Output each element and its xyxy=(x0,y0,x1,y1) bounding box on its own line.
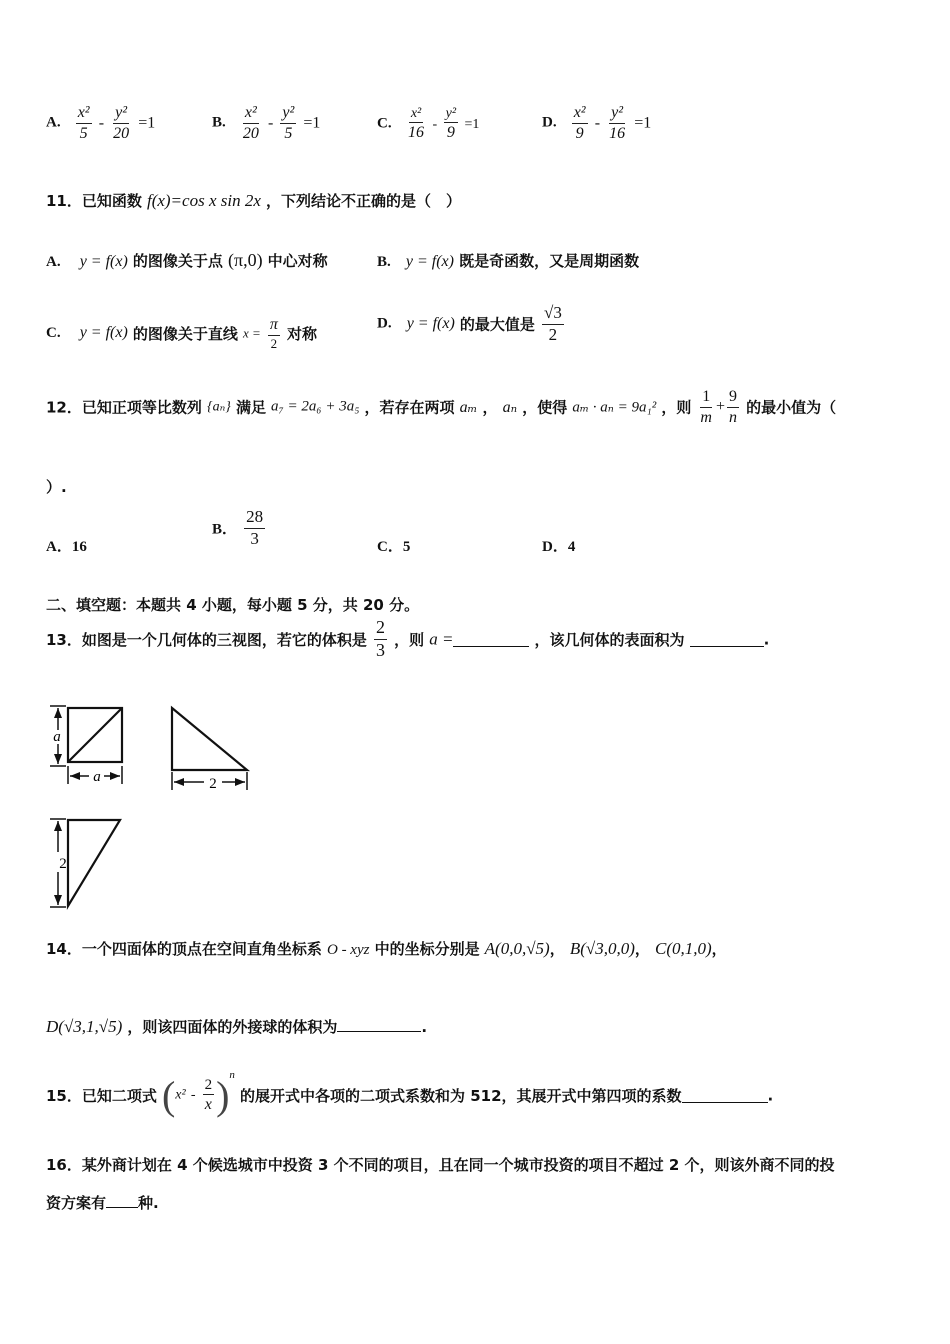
q12-option-c: C．5 xyxy=(377,539,411,555)
fraction: $\frac{\pi}{2}$ xyxy=(269,316,278,351)
section-heading: 二、填空题：本题共 4 小题，每小题 5 分，共 20 分。 xyxy=(46,596,420,614)
binomial-expression: (x² - $\frac{2}{x}$ )$^n$ xyxy=(161,1069,235,1118)
fraction: $\frac{\text{y²}}{16}$ xyxy=(609,104,626,142)
side-view-triangle xyxy=(172,708,247,770)
fraction: $\frac{2}{x}$ xyxy=(204,1076,213,1114)
q14-line1: 14．一个四面体的顶点在空间直角坐标系 O - xyz 中的坐标分别是 A(0,0,√5)， B(√3,0,0)， C(0,1,0)， xyxy=(46,939,727,958)
front-view-diagonal xyxy=(68,708,122,762)
dim-label-a-horizontal: a xyxy=(93,769,101,785)
fraction: $\frac{\text{y²}}{20}$ xyxy=(113,104,130,142)
q10-option-d: D. $\frac{\text{x²}}{9}$ - $\frac{\text{y²}}{16}$ =1 xyxy=(542,104,652,142)
fraction: $\frac{\text{y²}}{5}$ xyxy=(282,104,295,142)
top-view-triangle xyxy=(68,820,120,906)
fraction: $\frac{\text{x²}}{20}$ xyxy=(242,104,259,142)
three-view-figure xyxy=(44,700,264,915)
q11-option-b: B. y = f(x) 既是奇函数，又是周期函数 xyxy=(377,252,640,270)
fraction: $\frac{\text{x²}}{5}$ xyxy=(77,104,90,142)
fraction: $\frac{\text{x²}}{16}$ xyxy=(408,106,425,142)
q14-line2: D(√3,1,√5) ，则该四面体的外接球的体积为 . xyxy=(46,1017,428,1036)
q12-option-d: D．4 xyxy=(542,539,576,555)
q12-stem: 12．已知正项等比数列 {aₙ} 满足 a₇ = 2a₆ + 3a₅ ，若存在两项 aₘ ， aₙ ，使得 aₘ · aₙ = 9a₁² ，则 $\frac{1}{m}$ + $\frac{9}{n}$ 的最小值为（ xyxy=(46,388,837,426)
answer-blank[interactable] xyxy=(453,632,529,647)
q10-option-a: A. $\frac{\text{x²}}{5}$ - $\frac{\text{y²}}{20}$ =1 xyxy=(46,104,156,142)
fraction: $\frac{2}{3}$ xyxy=(375,617,385,660)
q11-option-a: A. y = f(x) 的图像关于点 (π,0) 中心对称 xyxy=(46,250,328,270)
fraction: $\frac{√3}{2}$ xyxy=(544,303,562,344)
answer-blank[interactable] xyxy=(106,1193,138,1208)
q10-option-b: B. $\frac{\text{x²}}{20}$ - $\frac{\text{y²}}{5}$ =1 xyxy=(212,104,321,142)
q12-option-b: B． $\frac{28}{3}$ xyxy=(212,507,264,548)
option-label: A. xyxy=(46,114,61,131)
dim-label-2-horizontal: 2 xyxy=(209,776,217,792)
q11-option-c: C. y = f(x) 的图像关于直线 x = $\frac{\pi}{2}$ 对称 xyxy=(46,316,318,351)
option-label: B. xyxy=(212,114,226,131)
q15-stem: 15．已知二项式 (x² - $\frac{2}{x}$ )$^n$ 的展开式中各项的二项式系数和为 512，其展开式中第四项的系数 . xyxy=(46,1069,774,1118)
fraction: $\frac{\text{y²}}{9}$ xyxy=(445,106,457,142)
q12-option-a: A．16 xyxy=(46,539,87,555)
q16-line2: 资方案有 种. xyxy=(46,1194,159,1212)
fraction: $\frac{\text{x²}}{9}$ xyxy=(573,104,586,142)
fraction: $\frac{1}{m}$ xyxy=(700,388,712,426)
option-label: D. xyxy=(542,114,557,131)
dim-label-2-vertical: 2 xyxy=(59,856,67,872)
q16-line1: 16．某外商计划在 4 个候选城市中投资 3 个不同的项目，且在同一个城市投资的项目不超过 2 个，则该外商不同的投 xyxy=(46,1156,835,1174)
q13-stem: 13．如图是一个几何体的三视图，若它的体积是 $\frac{2}{3}$ ，则 a = ，该几何体的表面积为 . xyxy=(46,617,770,660)
q11-stem: 11．已知函数 f(x)=cos x sin 2x ，下列结论不正确的是（ ） xyxy=(46,191,461,210)
answer-blank[interactable] xyxy=(337,1017,421,1032)
fraction: $\frac{9}{n}$ xyxy=(729,388,738,426)
q12-stem-end: ）. xyxy=(46,478,67,496)
q11-option-d: D. y = f(x) 的最大值是 $\frac{√3}{2}$ xyxy=(377,303,562,344)
option-label: C. xyxy=(377,115,392,132)
answer-blank[interactable] xyxy=(690,632,764,647)
q10-option-c: C. $\frac{\text{x²}}{16}$ - $\frac{\text{y²}}{9}$ =1 xyxy=(377,106,480,142)
function-expression: f(x)=cos x sin 2x xyxy=(146,191,261,210)
dim-label-a-vertical: a xyxy=(53,729,61,745)
fraction: $\frac{28}{3}$ xyxy=(246,507,264,548)
answer-blank[interactable] xyxy=(682,1088,768,1103)
